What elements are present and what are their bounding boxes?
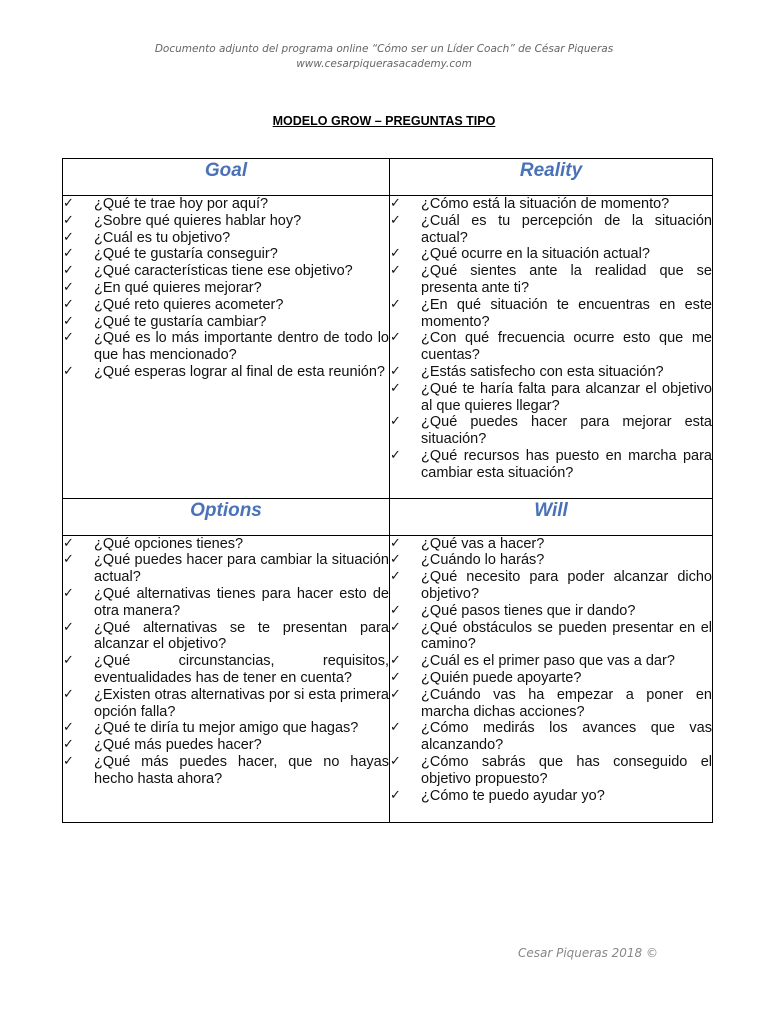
checkmark-icon: ✓ — [390, 653, 401, 669]
question-item — [63, 196, 389, 213]
checkmark-icon: ✓ — [390, 552, 401, 568]
question-item — [63, 213, 389, 230]
question-text: ¿Qué alternativas tienes para hacer esto de otra manera? — [94, 585, 389, 619]
checkmark-icon: ✓ — [63, 753, 74, 769]
checkmark-icon: ✓ — [390, 447, 401, 463]
checkmark-icon: ✓ — [390, 787, 401, 803]
question-text: ¿Cuándo lo harás? — [421, 552, 545, 569]
checkmark-icon: ✓ — [63, 686, 74, 702]
reality-question-list — [390, 196, 712, 482]
question-text: ¿Qué alternativas se te presentan para alcanzar el objetivo? — [94, 619, 389, 653]
question-text: ¿Qué características tiene ese objetivo? — [94, 263, 353, 280]
question-item — [390, 620, 712, 654]
question-text: ¿Cuál es tu objetivo? — [94, 229, 231, 246]
question-text: ¿Cómo está la situación de momento? — [421, 196, 670, 212]
checkmark-icon: ✓ — [390, 363, 401, 379]
checkmark-icon: ✓ — [390, 196, 401, 211]
question-text: ¿Estás satisfecho con esta situación? — [421, 363, 664, 380]
question-text: ¿Qué recursos has puesto en marcha para cambiar esta situación? — [421, 447, 712, 481]
checkmark-icon: ✓ — [390, 753, 401, 769]
question-text: ¿Cuál es tu percepción de la situación actual? — [421, 212, 712, 246]
reality-cell — [390, 196, 713, 499]
checkmark-icon: ✓ — [63, 296, 74, 312]
will-question-list — [390, 536, 712, 805]
question-text: ¿Qué necesito para poder alcanzar dicho objetivo? — [421, 569, 712, 602]
checkmark-icon: ✓ — [390, 414, 401, 430]
footer-copyright: Cesar Piqueras 2018 © — [518, 946, 658, 960]
grow-model-table — [62, 158, 713, 823]
checkmark-icon: ✓ — [390, 380, 401, 396]
question-text: ¿En qué situación te encuentras en este momento? — [421, 296, 712, 330]
header-program-line: Documento adjunto del programa online “Cómo ser un Líder Coach” de César Piqueras — [154, 43, 614, 55]
question-text: ¿En qué quieres mejorar? — [94, 279, 262, 296]
question-text: ¿Qué te gustaría conseguir? — [94, 246, 278, 263]
question-item — [390, 246, 712, 263]
question-item — [63, 263, 389, 280]
question-text: ¿Qué obstáculos se pueden presentar en el camino? — [421, 619, 712, 653]
question-item — [63, 280, 389, 297]
question-item — [63, 620, 389, 654]
question-text: ¿Qué sientes ante la realidad que se presenta ante ti? — [421, 263, 712, 296]
checkmark-icon: ✓ — [390, 686, 401, 702]
options-question-list — [63, 536, 389, 788]
goal-heading: Goal — [63, 159, 390, 196]
question-item — [390, 330, 712, 364]
question-text: ¿Qué te diría tu mejor amigo que hagas? — [94, 720, 359, 737]
question-item — [63, 586, 389, 620]
will-cell — [390, 535, 713, 823]
checkmark-icon: ✓ — [63, 263, 74, 279]
header-website-line: www.cesarpiquerasacademy.com — [296, 58, 472, 70]
question-item — [390, 603, 712, 620]
question-text: ¿Qué ocurre en la situación actual? — [421, 246, 650, 263]
checkmark-icon: ✓ — [63, 585, 74, 601]
checkmark-icon: ✓ — [63, 313, 74, 329]
question-text: ¿Cómo sabrás que has conseguido el objetivo propuesto? — [421, 753, 712, 787]
question-item — [63, 687, 389, 721]
checkmark-icon: ✓ — [63, 246, 74, 262]
checkmark-icon: ✓ — [63, 196, 74, 211]
checkmark-icon: ✓ — [390, 212, 401, 228]
question-item — [63, 246, 389, 263]
question-item — [390, 720, 712, 754]
checkmark-icon: ✓ — [63, 737, 74, 753]
will-heading: Will — [390, 498, 713, 535]
options-cell — [63, 535, 390, 823]
question-text: ¿Qué esperas lograr al final de esta reunión? — [94, 363, 385, 380]
question-item — [63, 314, 389, 331]
question-text: ¿Qué vas a hacer? — [421, 535, 545, 552]
question-text: ¿Quién puede apoyarte? — [421, 669, 582, 686]
question-text: ¿Qué más puedes hacer, que no hayas hecho hasta ahora? — [94, 753, 389, 787]
question-text: ¿Qué te haría falta para alcanzar el objetivo al que quieres llegar? — [421, 380, 712, 414]
checkmark-icon: ✓ — [63, 653, 74, 669]
question-item — [390, 364, 712, 381]
options-heading: Options — [63, 498, 390, 535]
question-text: ¿Qué más puedes hacer? — [94, 737, 262, 754]
checkmark-icon: ✓ — [390, 296, 401, 312]
document-header — [0, 42, 768, 72]
question-item — [390, 263, 712, 297]
checkmark-icon: ✓ — [390, 330, 401, 346]
question-text: ¿Qué pasos tienes que ir dando? — [421, 602, 636, 619]
question-item — [390, 687, 712, 721]
question-text: ¿Qué te gustaría cambiar? — [94, 313, 267, 330]
checkmark-icon: ✓ — [390, 535, 401, 551]
checkmark-icon: ✓ — [63, 212, 74, 228]
checkmark-icon: ✓ — [63, 552, 74, 568]
question-item — [63, 330, 389, 364]
question-item — [390, 754, 712, 788]
question-item — [390, 196, 712, 213]
question-item — [390, 448, 712, 482]
question-item — [63, 720, 389, 737]
question-item — [63, 754, 389, 788]
reality-heading: Reality — [390, 159, 713, 196]
checkmark-icon: ✓ — [390, 569, 401, 585]
question-item — [390, 788, 712, 805]
checkmark-icon: ✓ — [63, 619, 74, 635]
question-item — [63, 230, 389, 247]
checkmark-icon: ✓ — [390, 669, 401, 685]
question-text: ¿Cuándo vas ha empezar a poner en marcha dichas acciones? — [421, 686, 712, 720]
question-item — [390, 552, 712, 569]
question-item — [63, 536, 389, 553]
question-text: ¿Existen otras alternativas por si esta primera opción falla? — [94, 686, 389, 720]
checkmark-icon: ✓ — [63, 535, 74, 551]
checkmark-icon: ✓ — [390, 263, 401, 279]
question-text: ¿Con qué frecuencia ocurre esto que me cuentas? — [421, 330, 712, 364]
document-title: MODELO GROW – PREGUNTAS TIPO — [272, 114, 496, 128]
checkmark-icon: ✓ — [63, 720, 74, 736]
question-item — [63, 653, 389, 687]
question-item — [390, 381, 712, 415]
question-item — [390, 569, 712, 603]
question-item — [390, 536, 712, 553]
checkmark-icon: ✓ — [390, 619, 401, 635]
question-text: ¿Qué opciones tienes? — [94, 535, 244, 552]
checkmark-icon: ✓ — [63, 229, 74, 245]
goal-question-list — [63, 196, 389, 381]
goal-cell — [63, 196, 390, 499]
question-text: ¿Qué es lo más importante dentro de todo lo que has mencionado? — [94, 330, 389, 364]
question-text: ¿Cómo te puedo ayudar yo? — [421, 787, 605, 804]
question-text: ¿Qué te trae hoy por aquí? — [94, 196, 269, 212]
question-item — [390, 297, 712, 331]
question-text: ¿Qué puedes hacer para cambiar la situación actual? — [94, 552, 389, 586]
question-item — [390, 670, 712, 687]
question-item — [390, 213, 712, 247]
question-item — [390, 414, 712, 448]
question-text: ¿Qué circunstancias, requisitos, eventualidades has de tener en cuenta? — [94, 653, 389, 686]
checkmark-icon: ✓ — [390, 602, 401, 618]
question-item — [63, 364, 389, 381]
question-text: ¿Qué reto quieres acometer? — [94, 296, 284, 313]
question-item — [63, 737, 389, 754]
question-text: ¿Qué puedes hacer para mejorar esta situación? — [421, 414, 712, 448]
checkmark-icon: ✓ — [390, 720, 401, 736]
question-text: ¿Cuál es el primer paso que vas a dar? — [421, 653, 675, 670]
checkmark-icon: ✓ — [390, 246, 401, 262]
question-text: ¿Sobre qué quieres hablar hoy? — [94, 212, 302, 229]
question-item — [63, 552, 389, 586]
checkmark-icon: ✓ — [63, 330, 74, 346]
checkmark-icon: ✓ — [63, 363, 74, 379]
checkmark-icon: ✓ — [63, 279, 74, 295]
question-item — [390, 653, 712, 670]
question-text: ¿Cómo medirás los avances que vas alcanzando? — [421, 720, 712, 754]
question-item — [63, 297, 389, 314]
